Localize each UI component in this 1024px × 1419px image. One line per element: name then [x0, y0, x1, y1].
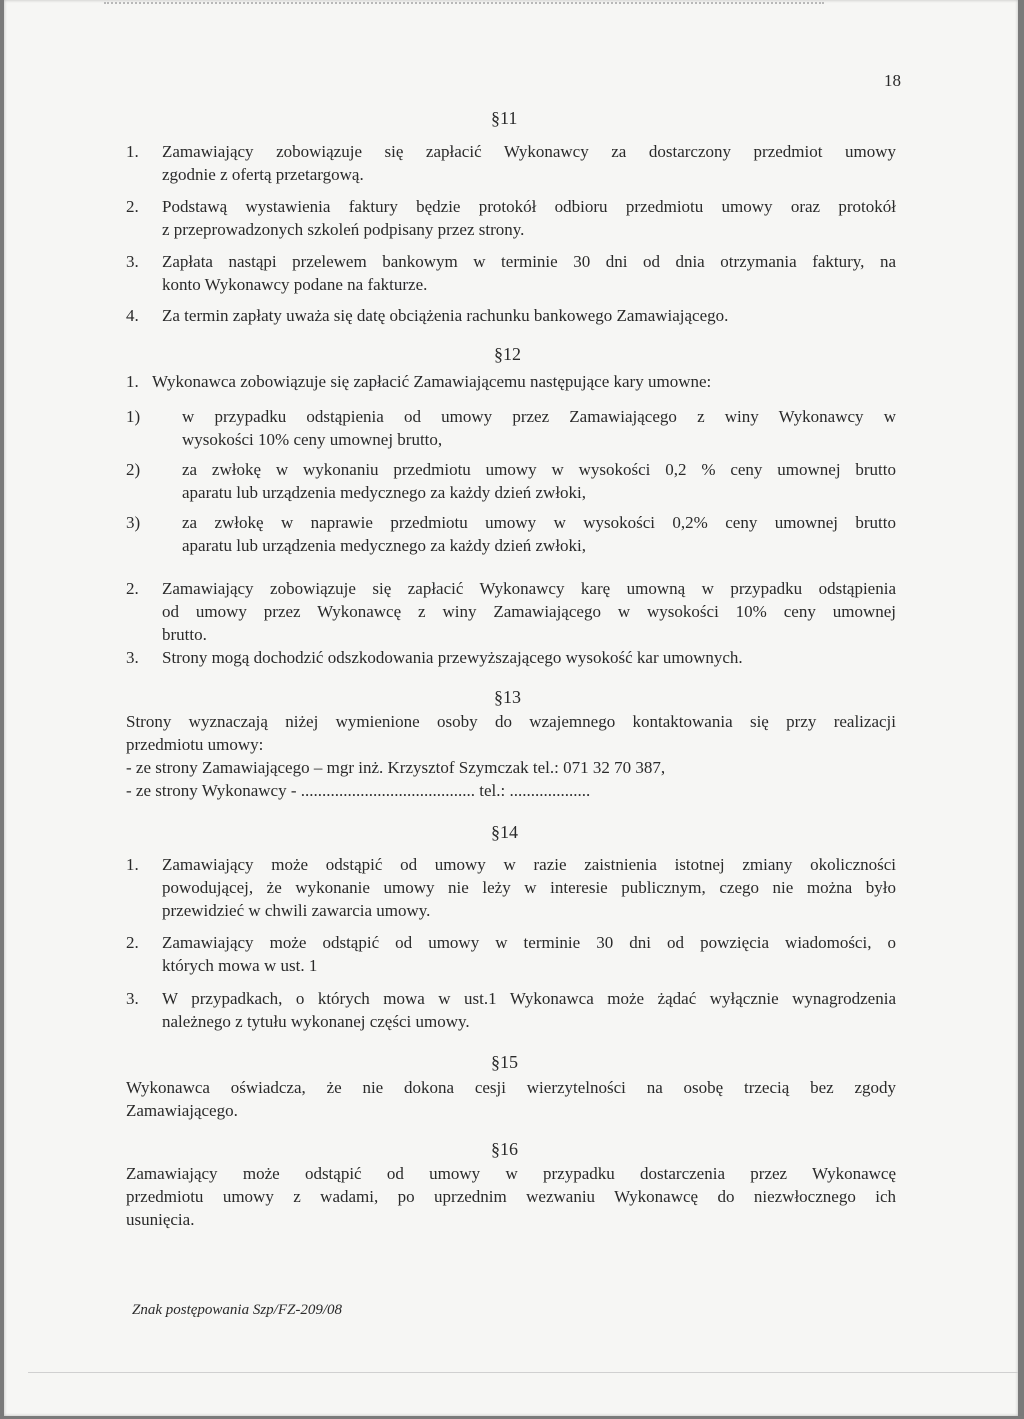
paragraph-line: Wykonawca oświadcza, że nie dokona cesji wierzytelności na osobę trzecią bez zgody	[126, 1078, 896, 1097]
section-title-15: §15	[491, 1052, 518, 1072]
section-title-16: §16	[491, 1139, 518, 1159]
section-title-14: §14	[491, 822, 518, 842]
paragraph-line: - ze strony Zamawiającego – mgr inż. Krzysztof Szymczak tel.: 071 32 70 387,	[126, 758, 666, 777]
paragraph-line: przedmiotu umowy z wadami, po uprzednim wezwaniu Wykonawcę do niezwłocznego ich	[126, 1187, 896, 1206]
page-bottom-edge	[28, 1372, 1018, 1373]
paragraph-line: Zamawiającego.	[126, 1101, 238, 1120]
case-reference-footer: Znak postępowania Szp/FZ-209/08	[132, 1302, 343, 1318]
page-number: 18	[884, 71, 901, 90]
section-title-11: §11	[491, 108, 518, 128]
paragraph-line: przedmiotu umowy:	[126, 735, 264, 754]
paragraph-line: - ze strony Wykonawcy - ......................................... tel.: ...................	[126, 781, 591, 800]
section-title-12: §12	[494, 344, 521, 364]
paragraph-line: usunięcia.	[126, 1210, 195, 1229]
document-page: 18 §11 1. Zamawiający zobowiązuje się zapłacić Wykonawcy za dostarczony przedmiot umowy zgodnie z ofertą przetargową. 2. Podstawą wystawienia faktury będzie protokół odbioru przedmiotu umowy oraz protokół z przeprowadzonych szkoleń podpisany przez strony. 3. Zapłata nastąpi przelewem bankowym w terminie 30 dni od dnia otrzymania faktury, na konto Wykonawcy podane na fakturze. 4. Za termin zapłaty uważa się datę obciążenia rachunku bankowego Zamawiającego. §12 1. Wykonawca zobowiązuje się zapłacić Zamawiającemu następujące kary umowne: 1) w przypadku odstąpienia od umowy przez Zamawiającego z winy Wykonawcy w wysokości 10% ceny umownej brutto, 2) za zwłokę w wykonaniu przedmiotu umowy w wysokości 0,2 % ceny umownej brutto aparatu lub urządzenia medycznego za każdy dzień zwłoki, 3) za zwłokę w naprawie przedmiotu umowy w wysokości 0,2% ceny umownej brutto aparatu lub urządzenia medycznego za każdy dzień zwłoki, 2. Zamawiający zobowiązuje się zapłacić Wykonawcy karę umowną w przypadku odstąpienia od umowy przez Wykonawcę z winy Zamawiającego w wysokości 10% ceny umownej brutto. 3. Strony mogą dochodzić odszkodowania przewyższającego wysokość kar umownych. §13 Strony wyznaczają niżej wymienione osoby do wzajemnego kontaktowania się przy realizacji przedmiotu umowy: - ze strony Zamawiającego – mgr inż. Krzysztof Szymczak tel.: 071 32 70 387, - ze strony Wykonawcy - ......................................... tel.: ................... §14 1. Zamawiający może odstąpić od umowy w razie zaistnienia istotnej zmiany okoliczności powodującej, że wykonanie umowy nie leży w interesie publicznym, czego nie można było przewidzieć w chwili zawarcia umowy. 2. Zamawiający może odstąpić od umowy w terminie 30 dni od powzięcia wiadomości, o których mowa w ust. 1 3. W przypadkach, o których mowa w ust.1 Wykonawca może żądać wyłącznie wynagrodzenia należnego z tytułu wykonanej części umowy. §15 Wykonawca oświadcza, że nie dokona cesji wierzytelności na osobę trzecią bez zgody Zamawiającego. §16 Zamawiający może odstąpić od umowy w przypadku dostarczenia przez Wykonawcę przedmiotu umowy z wadami, po uprzednim wezwaniu Wykonawcę do niezwłocznego ich usunięcia. Znak postępowania Szp/FZ-209/08	[4, 0, 1018, 1416]
paragraph-line: Zamawiający może odstąpić od umowy w przypadku dostarczenia przez Wykonawcę	[126, 1164, 896, 1183]
section-title-13: §13	[494, 687, 521, 707]
scan-artifact	[104, 2, 824, 10]
paragraph-line: Strony wyznaczają niżej wymienione osoby do wzajemnego kontaktowania się przy realizacji	[126, 712, 896, 731]
